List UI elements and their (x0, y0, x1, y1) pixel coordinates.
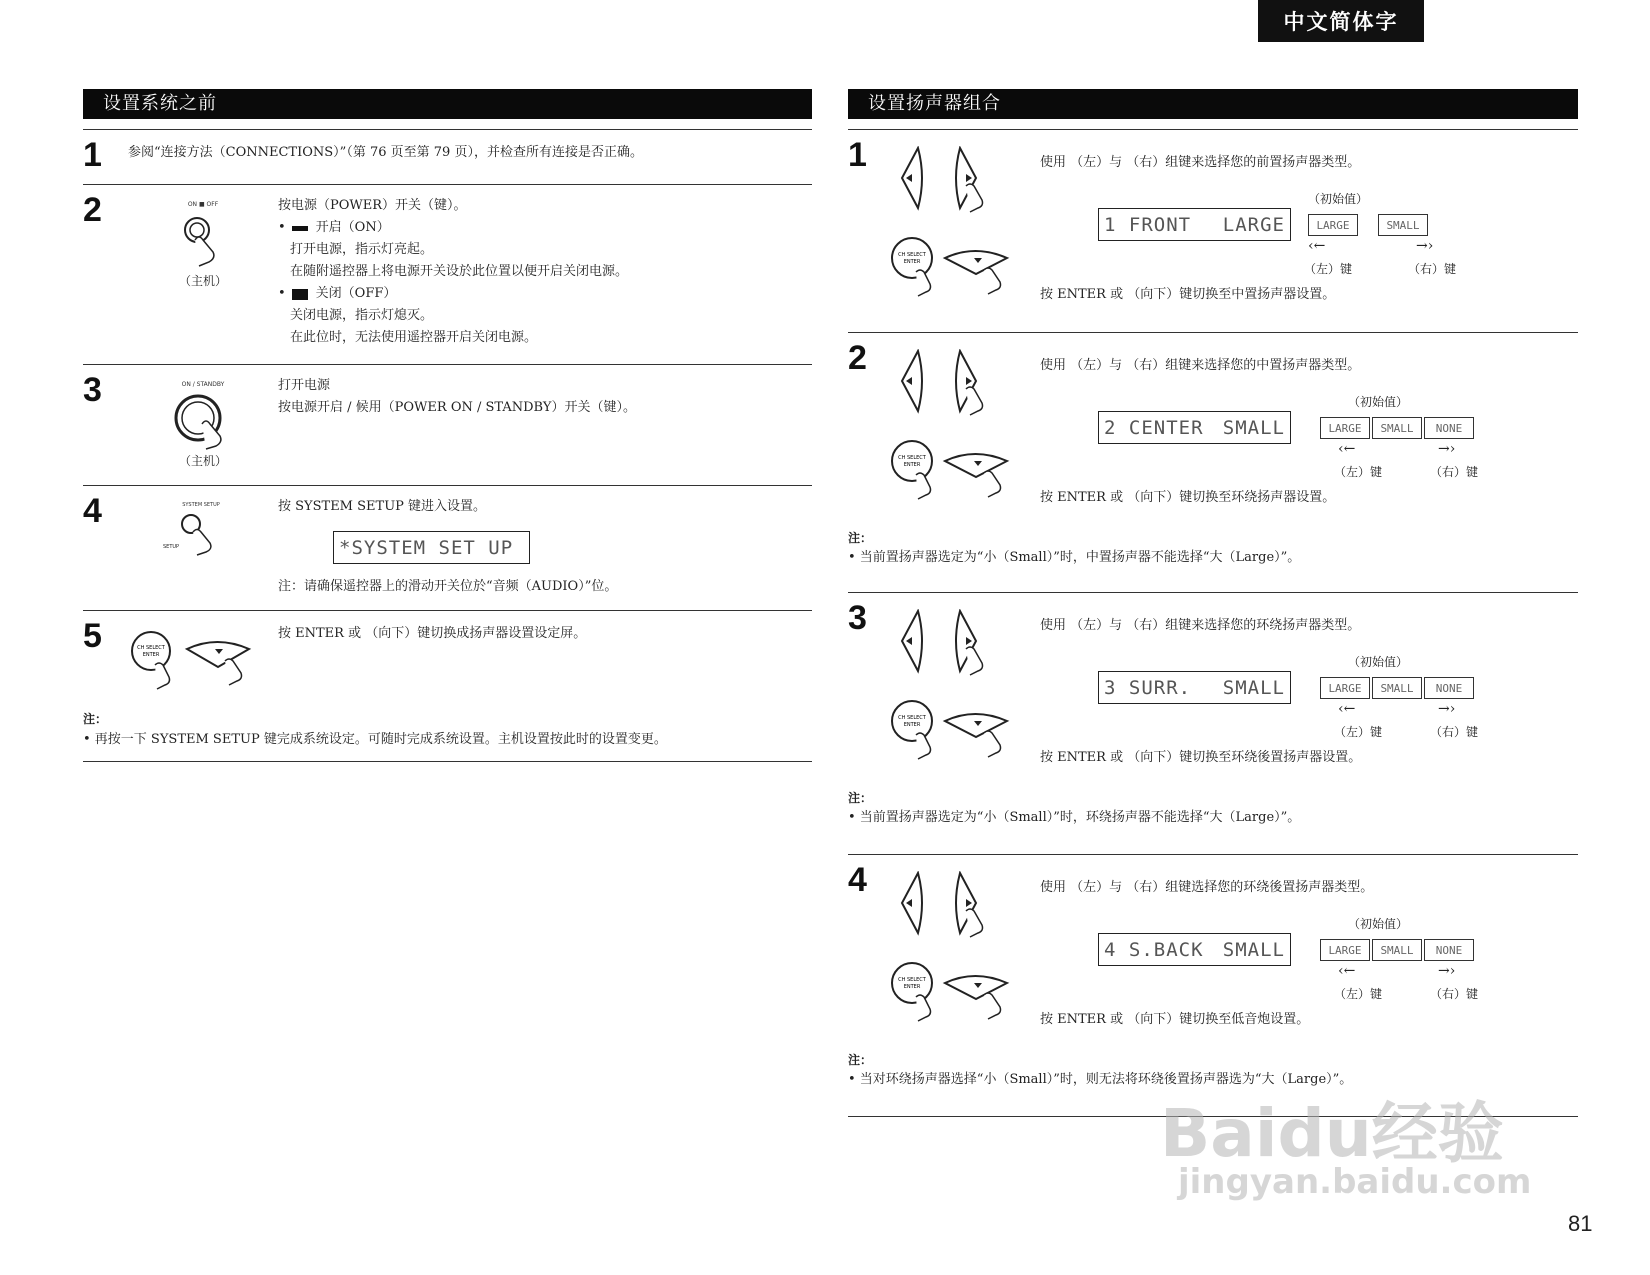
note-heading: 注： (83, 712, 108, 726)
svg-text:ENTER: ENTER (903, 984, 921, 990)
svg-text:ENTER: ENTER (903, 722, 921, 728)
step-line: 按 ENTER 或 （向下）键切换至低音炮设置。 (1040, 1012, 1310, 1027)
step-line: 按 SYSTEM SETUP 键进入设置。 (278, 499, 487, 514)
svg-text:ENTER: ENTER (903, 259, 921, 265)
option-small: SMALL (1372, 677, 1422, 699)
remote-keys-icon (890, 146, 1020, 316)
default-label: （初始值） (1308, 192, 1369, 206)
left-key-label: （左）键 (1334, 725, 1383, 739)
note-heading: 注： (848, 791, 873, 805)
lcd-display: 3 SURR. SMALL (1098, 671, 1291, 704)
remote-keys-icon (890, 349, 1020, 519)
option-none: NONE (1424, 677, 1474, 699)
note-heading: 注： (848, 531, 873, 545)
left-step-4 (83, 485, 812, 610)
svg-text:CH SELECT: CH SELECT (137, 645, 165, 651)
step-line: 使用 （左）与 （右）组键来选择您的环绕扬声器类型。 (1040, 618, 1361, 633)
power-button-icon (173, 210, 233, 270)
left-step-3 (83, 364, 812, 485)
language-tab: 中文简体字 (1258, 0, 1424, 42)
off-label: 关闭（OFF） (315, 286, 397, 301)
on-desc: 打开电源，指示灯亮起。 (290, 242, 434, 257)
right-step-1 (848, 130, 1578, 332)
left-key-label: （左）键 (1334, 987, 1383, 1001)
right-key-label: （右）键 (1430, 465, 1479, 479)
step-line: 按 ENTER 或 （向下）键切换至环绕後置扬声器设置。 (1040, 750, 1362, 765)
left-key-arrow-icon: ‹← (1338, 963, 1356, 979)
svg-text:CH SELECT: CH SELECT (898, 252, 926, 258)
svg-text:CH SELECT: CH SELECT (898, 455, 926, 461)
switch-off-icon (292, 289, 308, 300)
lcd-display: 2 CENTER SMALL (1098, 411, 1291, 444)
lcd-display: 4 S.BACK SMALL (1098, 933, 1291, 966)
off-desc: 关闭电源，指示灯熄灭。 (290, 308, 434, 323)
left-step-5 (83, 610, 812, 707)
step-line: 按 ENTER 或 （向下）键切换成扬声器设置设定屏。 (278, 626, 587, 641)
step-line: 打开电源 (278, 378, 331, 393)
note-text: • 当前置扬声器选定为“小（Small）”时，环绕扬声器不能选择“大（Large）”。 (848, 810, 1301, 825)
default-label: （初始值） (1348, 655, 1409, 669)
step-number: 4 (848, 861, 867, 899)
remote-keys-icon (890, 609, 1020, 779)
step-note: 注：请确保遥控器上的滑动开关位於“音频（AUDIO）”位。 (278, 579, 618, 594)
svg-text:ENTER: ENTER (903, 462, 921, 468)
left-key-label: （左）键 (1304, 262, 1353, 276)
on-desc: 在随附遥控器上将电源开关设於此位置以便开启关闭电源。 (290, 264, 629, 279)
right-step-3 (848, 592, 1578, 854)
step-line: 按电源开启 / 候用（POWER ON / STANDBY）开关（键）。 (278, 400, 636, 415)
standby-button-icon (168, 388, 238, 450)
option-large: LARGE (1320, 939, 1370, 961)
option-small: SMALL (1378, 214, 1428, 236)
step-number: 3 (848, 599, 867, 637)
right-key-label: （右）键 (1430, 987, 1479, 1001)
svg-text:ENTER: ENTER (142, 652, 160, 658)
step-number: 1 (83, 136, 102, 174)
left-key-arrow-icon: ‹← (1338, 701, 1356, 717)
step-line: 按 ENTER 或 （向下）键切换至中置扬声器设置。 (1040, 287, 1336, 302)
right-column (848, 89, 1578, 1117)
step-number: 4 (83, 492, 102, 530)
setup-label: SETUP (163, 544, 180, 550)
option-large: LARGE (1308, 214, 1358, 236)
switch-on-icon (292, 226, 308, 231)
option-none: NONE (1424, 939, 1474, 961)
step-number: 1 (848, 136, 867, 174)
right-key-arrow-icon: →› (1438, 963, 1456, 979)
option-large: LARGE (1320, 417, 1370, 439)
section-title-speaker-setup: 设置扬声器组合 (848, 89, 1578, 119)
left-step-1 (83, 130, 812, 184)
device-caption: （主机） (178, 454, 227, 468)
right-key-label: （右）键 (1430, 725, 1479, 739)
page-number: 81 (1568, 1211, 1593, 1236)
option-small: SMALL (1372, 939, 1422, 961)
watermark-url: jingyan.baidu.com (1178, 1162, 1532, 1202)
left-key-label: （左）键 (1334, 465, 1383, 479)
step-number: 2 (848, 339, 867, 377)
note-text: • 再按一下 SYSTEM SETUP 键完成系统设定。可随时完成系统设置。主机设置按此时的设置变更。 (83, 732, 667, 747)
lcd-display: 1 FRONT LARGE (1098, 208, 1291, 241)
option-small: SMALL (1372, 417, 1422, 439)
left-key-arrow-icon: ‹← (1338, 441, 1356, 457)
power-switch-label: ON ■ OFF (187, 201, 219, 208)
step-text: 参阅“连接方法（CONNECTIONS）”（第 76 页至第 79 页），并检查所有连接是否正确。 (128, 145, 643, 160)
step-line: 按 ENTER 或 （向下）键切换至环绕扬声器设置。 (1040, 490, 1336, 505)
option-large: LARGE (1320, 677, 1370, 699)
system-setup-button-icon (171, 508, 227, 558)
right-step-2 (848, 332, 1578, 592)
off-desc: 在此位时，无法使用遥控器开启关闭电源。 (290, 330, 538, 345)
step-line: 使用 （左）与 （右）组键选择您的环绕後置扬声器类型。 (1040, 880, 1374, 895)
step-number: 3 (83, 371, 102, 409)
option-none: NONE (1424, 417, 1474, 439)
standby-label: ON / STANDBY (181, 381, 225, 388)
system-setup-label: SYSTEM SETUP (182, 502, 220, 508)
section-title-before-setup: 设置系统之前 (83, 89, 812, 119)
on-label: 开启（ON） (315, 220, 390, 235)
remote-keys-icon (890, 871, 1020, 1041)
step-line: 使用 （左）与 （右）组键来选择您的中置扬声器类型。 (1040, 358, 1361, 373)
step-line: 使用 （左）与 （右）组键来选择您的前置扬声器类型。 (1040, 155, 1361, 170)
right-key-arrow-icon: →› (1438, 441, 1456, 457)
right-key-arrow-icon: →› (1416, 238, 1434, 254)
default-label: （初始值） (1348, 395, 1409, 409)
note-heading: 注： (848, 1053, 873, 1067)
note-text: • 当对环绕扬声器选择“小（Small）”时，则无法将环绕後置扬声器选为“大（Large）”。 (848, 1072, 1353, 1087)
left-column (83, 89, 812, 762)
ch-select-enter-icon (129, 625, 259, 697)
right-key-label: （右）键 (1408, 262, 1457, 276)
left-step-2: 2 ON ■ OFF （主机） 按电源（POWER）开关（键）。 • 开启（ON） 打开电源，指示灯亮起。 在随附遥控器上将电源开关设於此位置以便开启关闭电源。 • 关闭（OFF） 关闭电源，指示灯熄灭。 在此位时，无法使用遥控器开启关闭电源。 (83, 184, 812, 364)
step-line: 按电源（POWER）开关（键）。 (278, 198, 467, 213)
svg-text:CH SELECT: CH SELECT (898, 977, 926, 983)
right-step-4 (848, 854, 1578, 1116)
lcd-display: *SYSTEM SET UP (333, 531, 530, 564)
svg-text:CH SELECT: CH SELECT (898, 715, 926, 721)
step-number: 5 (83, 617, 102, 655)
default-label: （初始值） (1348, 917, 1409, 931)
right-key-arrow-icon: →› (1438, 701, 1456, 717)
device-caption: （主机） (178, 274, 227, 288)
left-key-arrow-icon: ‹← (1308, 238, 1326, 254)
note-text: • 当前置扬声器选定为“小（Small）”时，中置扬声器不能选择“大（Large）”。 (848, 550, 1301, 565)
step-number: 2 (83, 191, 102, 229)
watermark-logo: Baidu经验 (1160, 1095, 1504, 1172)
